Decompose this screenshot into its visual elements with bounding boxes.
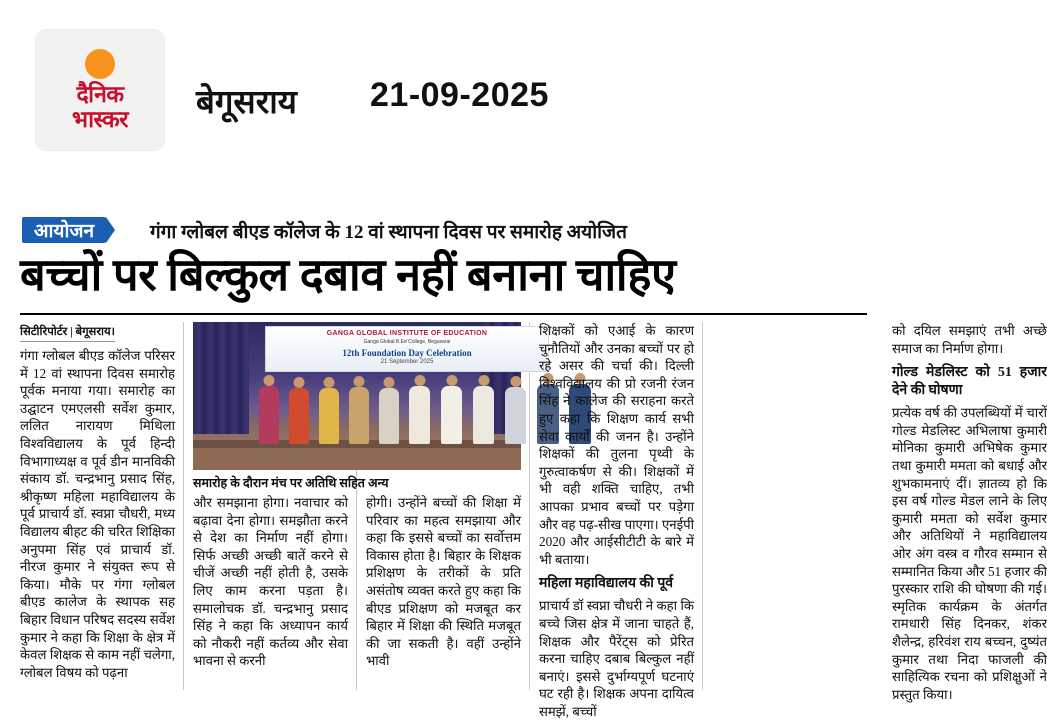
logo-line-1: दैनिक xyxy=(76,81,124,107)
person xyxy=(441,386,462,444)
head xyxy=(414,375,425,386)
column-1 xyxy=(20,322,175,688)
banner-line-4: 21 September 2025 xyxy=(380,359,434,365)
person xyxy=(379,388,399,444)
kicker-row xyxy=(22,217,865,243)
paragraph: को दयिल समझाएं तभी अच्छे समाज का निर्माण होगा। xyxy=(892,323,1047,356)
column-1-text xyxy=(20,347,175,681)
photo-block xyxy=(193,322,521,491)
head xyxy=(264,375,275,386)
column-2-text xyxy=(193,494,348,677)
person xyxy=(319,388,339,444)
byline: सिटीरिपोर्टर | बेगूसराय। xyxy=(20,324,115,342)
column-4-text xyxy=(539,322,694,720)
banner-line-2: Ganga Global B.Ed College, Begusarai xyxy=(363,339,451,345)
person xyxy=(259,386,279,444)
column-5-subhead: गोल्ड मेडलिस्ट को 51 हजार देने की घोषणा xyxy=(892,365,1047,399)
dainik-bhaskar-logo xyxy=(35,29,165,151)
column-4 xyxy=(539,322,694,727)
column-4-subhead: महिला महाविद्यालय की पूर्व xyxy=(539,576,674,592)
head xyxy=(478,375,489,386)
article-columns xyxy=(20,322,1047,719)
paragraph: प्राचार्य डॉ स्वप्ना चौधरी ने कहा कि बच्चे जिस क्षेत्र में जाना चाहते हैं, शिक्षक और पैरेंट्स को प्रेरित करना चाहिए दबाब बिल्कुल नहीं बनाएं। इससे दुर्भाग्यपूर्ण घटनाएं घट रही है। शिक्षक अपना दायित्व समझें, बच्चों xyxy=(539,598,694,719)
edition-name: बेगूसराय xyxy=(196,85,297,121)
edition-date: 21-09-2025 xyxy=(370,76,549,114)
paragraph: शिक्षकों को एआई के कारण चुनौतियों और उनका बच्चों पर हो रहे असर की चर्चा की। दिल्ली विश्वविद्यालय की प्रो रजनी रंजन सिंह ने कालेज की सराहना करते हुए कहा कि शिक्षण कार्य सभी सेवा कार्यों की जनन है। उन्होंने शिक्षकों की तुलना पृथ्वी के गुरुत्वाकर्षण से की। शिक्षकों में भी वही शक्ति चाहिए, तभी आपका प्रभाव बच्चों पर पड़ेगा और वह पढ़-सीख पाएगा। एनईपी 2020 और आईसीटीटी के बारे में भी बताया। xyxy=(539,323,694,567)
section-tag: आयोजन xyxy=(22,217,106,243)
stage-banner xyxy=(265,326,549,372)
head xyxy=(354,376,365,387)
person xyxy=(505,387,526,444)
column-3-text xyxy=(366,494,521,677)
head xyxy=(384,377,395,388)
paragraph: होगी। उन्होंने बच्चों की शिक्षा में परिवार का महत्व समझाया और कहा कि इससे बच्चों का सर्वोत्तम विकास होता है। बिहार के शिक्षक प्रशिक्षण के तरीकों के प्रति असंतोष व्यक्त करते हुए कहा कि बीएड प्रशिक्षण को मजबूत कर बिहार में शिक्षा की स्थिति मजबूत की जा सकती है। वहीं उन्होंने भावी xyxy=(366,495,521,669)
event-photo xyxy=(193,322,521,470)
stage-floor xyxy=(193,440,521,470)
headline: बच्चों पर बिल्कुल दबाव नहीं बनाना चाहिए xyxy=(20,250,676,300)
person xyxy=(289,388,309,444)
logo-line-2: भास्कर xyxy=(71,106,129,132)
banner-line-1: GANGA GLOBAL INSTITUTE OF EDUCATION xyxy=(326,330,488,337)
banner-line-3: 12th Foundation Day Celebration xyxy=(342,348,472,358)
head xyxy=(324,377,335,388)
kicker-subtitle: गंगा ग्लोबल बीएड कॉलेज के 12 वां स्थापना दिवस पर समारोह अयोजित xyxy=(150,222,627,243)
head xyxy=(510,376,521,387)
column-5-text xyxy=(892,322,1047,703)
head xyxy=(446,375,457,386)
column-5 xyxy=(892,322,1047,710)
masthead xyxy=(0,0,887,196)
person xyxy=(409,386,430,444)
column-divider-3 xyxy=(529,322,530,690)
paragraph: और समझाना होगा। नवाचार को बढ़ावा देना होगा। समझौता करने से देश का निर्माण नहीं होगा। सिर्फ अच्छी अच्छी बातें करने से चीजें अच्छी नहीं होती है, उसके लिए काम करना पड़ता है। समालोचक डॉ. चन्द्रभानु प्रसाद सिंह ने कहा कि अध्यापन कार्य को नौकरी नहीं कर्तव्य और सेवा भावना से करनी xyxy=(193,495,348,669)
column-divider-1 xyxy=(183,322,184,690)
head xyxy=(294,377,305,388)
column-divider-4 xyxy=(702,322,703,690)
person xyxy=(349,387,369,444)
headline-divider xyxy=(20,313,867,315)
sun-icon xyxy=(85,49,115,79)
curtain-left xyxy=(193,322,249,434)
paragraph: गंगा ग्लोबल बीएड कॉलेज परिसर में 12 वां स्थापना दिवस समारोह पूर्वक मनाया गया। समारोह का उद्घाटन एमएलसी सर्वेश कुमार, ललित नारायण मिथिला विश्वविद्यालय के पूर्व हिन्दी विभागाध्यक्ष व पूर्व डीन मानविकी संकाय डॉ. चन्द्रभानु प्रसाद सिंह, श्रीकृष्ण महिला महाविद्यालय के पूर्व प्राचार्य डॉ. स्वप्ना चौधरी, मध्य विद्यालय बीहट की चरित शिक्षिका अनुपमा सिंह एवं प्राचार्य डॉ. नीरज कुमार ने संयुक्त रूप से किया। मौके पर गंगा ग्लोबल बीएड कालेज के स्थापक सह बिहार विधान परिषद सदस्य सर्वेश कुमार ने कहा कि शिक्षा के क्षेत्र में केवल शिक्षक से काम नहीं चलेगा, ग्लोबल विषय को पढ़ना xyxy=(20,348,175,680)
person xyxy=(473,386,494,444)
paragraph: प्रत्येक वर्ष की उपलब्धियों में चारों गोल्ड मेडलिस्ट अभिलाषा कुमारी मोनिका कुमारी अभिषेक कुमार तथा कुमारी ममता को बधाई और शुभकामनाएं दीं। ज्ञातव्य हो कि इस वर्ष गोल्ड मेडल लाने के लिए कुमारी ममता को सर्वेश कुमार और अतिथियों ने महाविद्यालय ओर अंग वस्त्र व गौरव सम्मान से सम्मानित किया और 51 हजार की पुरस्कार राशि की घोषणा की गई। स्मृतिक कार्यक्रम के अंतर्गत रामधारी सिंह दिनकर, शंकर शैलेन्द्र, हरिवंश राय बच्चन, दुष्यंत कुमार तथा निदा फाजली की साहित्यिक रचना को प्रशिक्षुओं ने प्रस्तुत किया। xyxy=(892,405,1047,702)
photo-caption: समारोह के दौरान मंच पर अतिथि सहित अन्य xyxy=(193,476,389,490)
